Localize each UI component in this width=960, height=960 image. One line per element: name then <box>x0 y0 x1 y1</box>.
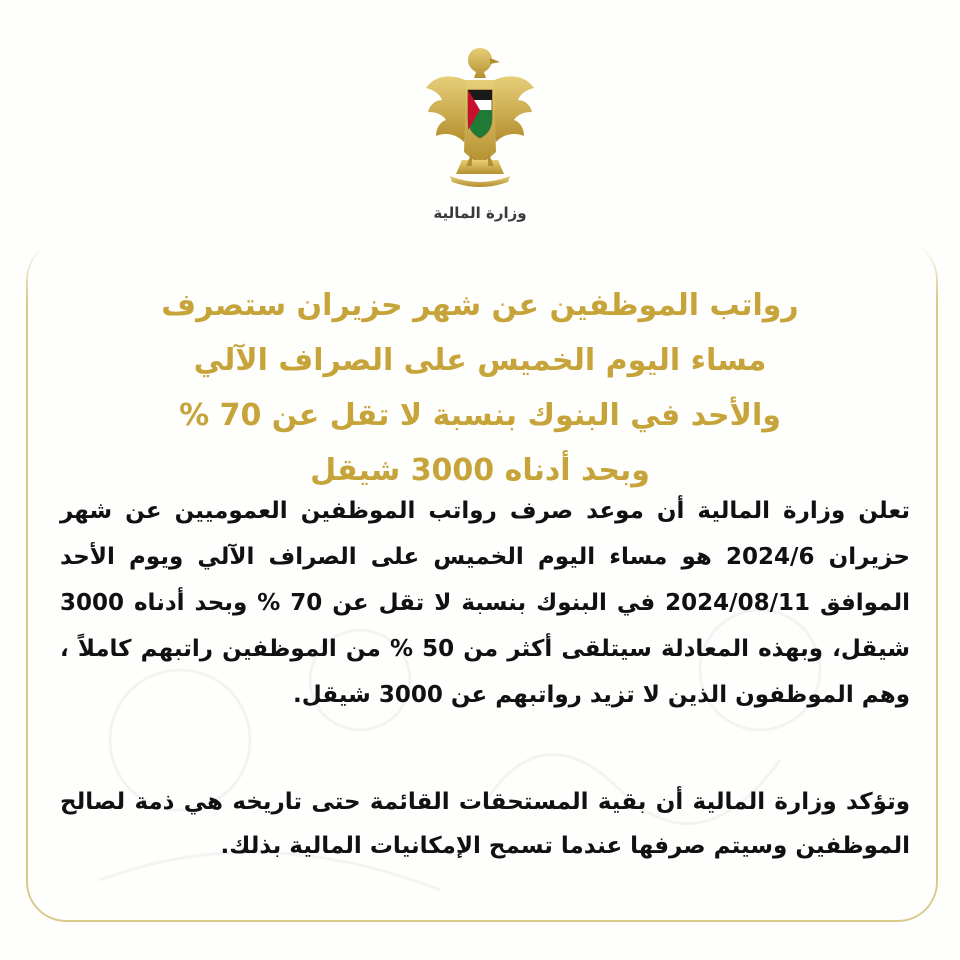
body-paragraph-2: وتؤكد وزارة المالية أن بقية المستحقات القائمة حتى تاريخه هي ذمة لصالح الموظفين وسيتم صرفها عندما تسمح الإمكانيات المالية بذلك. <box>60 789 910 859</box>
headline: رواتب الموظفين عن شهر حزيران ستصرف مساء اليوم الخميس على الصراف الآلي والأحد في البنوك بنسبة لا تقل عن 70 % وبحد أدناه 3000 شيقل <box>161 288 799 488</box>
palestine-eagle-emblem-icon <box>420 42 540 192</box>
body-paragraph-1: تعلن وزارة المالية أن موعد صرف رواتب الموظفين العموميين عن شهر حزيران 2024/6 هو مساء اليوم الخميس على الصراف الآلي ويوم الأحد الموافق 2024/08/11 في البنوك بنسبة لا تقل عن 70 % وبحد أدناه 3000 شيقل، وبهذه المعادلة سيتلقى أكثر من 50 % من الموظفين راتبهم كاملاً ، وهم الموظفون الذين لا تزيد رواتبهم عن 3000 شيقل. <box>60 498 910 708</box>
ministry-name: وزارة المالية <box>433 204 527 222</box>
